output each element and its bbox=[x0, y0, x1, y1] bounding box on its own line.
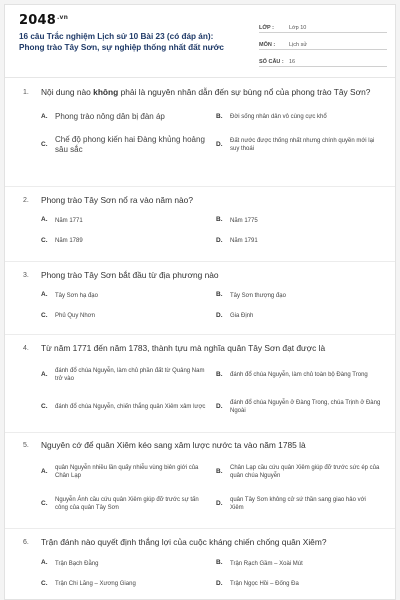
question-text: Nguyên cớ để quân Xiêm kéo sang xâm lược nước ta vào năm 1785 là bbox=[41, 440, 306, 450]
option-text: Trận Rạch Gầm – Xoài Mút bbox=[230, 560, 303, 567]
option-b[interactable] bbox=[216, 291, 381, 300]
info-label: MÔN : bbox=[259, 42, 276, 48]
question-text-part: Nội dung nào bbox=[41, 87, 94, 97]
question-text: Trận đánh nào quyết định thắng lợi của cuộc kháng chiến chống quân Xiêm? bbox=[41, 537, 327, 547]
option-letter: B. bbox=[216, 370, 223, 378]
option-text: đánh đổ chúa Nguyễn, làm chủ toàn bộ Đàng Trong bbox=[230, 372, 368, 379]
question-number: 4. bbox=[23, 345, 29, 352]
option-letter: D. bbox=[216, 499, 223, 507]
option-d[interactable] bbox=[216, 237, 381, 246]
option-a[interactable] bbox=[41, 559, 206, 568]
option-letter: C. bbox=[41, 140, 48, 148]
info-value: 16 bbox=[289, 59, 296, 65]
option-text: Trận Ngọc Hồi – Đống Đa bbox=[230, 581, 299, 588]
option-a[interactable] bbox=[41, 459, 206, 485]
question-list bbox=[5, 81, 395, 600]
option-b[interactable] bbox=[216, 559, 381, 568]
option-letter: D. bbox=[216, 402, 223, 410]
question-header bbox=[23, 87, 381, 98]
option-a[interactable] bbox=[41, 107, 206, 127]
options-grid bbox=[23, 459, 381, 517]
question-header bbox=[23, 195, 381, 206]
question-text bbox=[41, 87, 370, 98]
option-text: Nguyễn Ánh cầu cứu quân Xiêm giúp đỡ trước sự tấn công của quân Tây Sơn bbox=[55, 497, 199, 512]
option-text: Tây Sơn hạ đạo bbox=[55, 292, 98, 299]
option-text: Chế độ phong kiến hai Đàng khủng hoảng sâu sắc bbox=[55, 134, 205, 155]
option-letter: A. bbox=[41, 216, 48, 224]
option-text: Năm 1775 bbox=[230, 217, 258, 224]
option-c[interactable] bbox=[41, 491, 206, 517]
info-panel bbox=[259, 19, 387, 70]
option-text: quân Nguyễn nhiều lần quấy nhiễu vùng biên giới của Chân Lạp bbox=[55, 465, 199, 480]
option-b[interactable] bbox=[216, 459, 381, 485]
question-item bbox=[5, 433, 395, 529]
options-grid bbox=[23, 362, 381, 420]
question-item bbox=[5, 187, 395, 262]
option-c[interactable] bbox=[41, 580, 206, 589]
option-letter: D. bbox=[216, 140, 223, 148]
option-a[interactable] bbox=[41, 291, 206, 300]
options-grid bbox=[23, 559, 381, 589]
option-letter: C. bbox=[41, 580, 48, 588]
option-text: Đời sống nhân dân vô cùng cực khổ bbox=[230, 114, 327, 121]
option-b[interactable] bbox=[216, 362, 381, 388]
option-letter: C. bbox=[41, 499, 48, 507]
header-divider bbox=[5, 77, 395, 78]
option-a[interactable] bbox=[41, 216, 206, 225]
question-number: 1. bbox=[23, 89, 29, 96]
option-letter: B. bbox=[216, 559, 223, 567]
question-number: 2. bbox=[23, 197, 29, 204]
option-text: Phủ Quy Nhơn bbox=[55, 313, 95, 320]
option-letter: D. bbox=[216, 237, 223, 245]
option-letter: A. bbox=[41, 291, 48, 299]
option-text: Năm 1789 bbox=[55, 238, 83, 245]
option-b[interactable] bbox=[216, 107, 381, 127]
option-text: Năm 1791 bbox=[230, 238, 258, 245]
option-text: Tây Sơn thượng đạo bbox=[230, 292, 286, 299]
option-letter: C. bbox=[41, 312, 48, 320]
info-value: Lớp 10 bbox=[289, 25, 307, 31]
question-item bbox=[5, 81, 395, 187]
option-text: đánh đổ chúa Nguyễn, làm chủ phần đất từ Quảng Nam trở vào bbox=[55, 368, 205, 383]
question-number: 6. bbox=[23, 539, 29, 546]
question-text: Từ năm 1771 đến năm 1783, thành tựu mà nghĩa quân Tây Sơn đạt được là bbox=[41, 343, 326, 353]
question-header bbox=[23, 270, 381, 281]
document-page bbox=[4, 4, 396, 600]
question-number: 3. bbox=[23, 272, 29, 279]
option-c[interactable] bbox=[41, 131, 206, 159]
option-text: Trận Bạch Đằng bbox=[55, 560, 99, 567]
option-letter: B. bbox=[216, 291, 223, 299]
option-a[interactable] bbox=[41, 362, 206, 388]
option-c[interactable] bbox=[41, 312, 206, 321]
site-logo[interactable] bbox=[19, 13, 68, 28]
question-text-bold: không bbox=[93, 87, 119, 97]
options-grid bbox=[23, 291, 381, 321]
option-letter: A. bbox=[41, 112, 48, 120]
question-item bbox=[5, 335, 395, 433]
info-row-class bbox=[259, 19, 387, 33]
option-text: Gia Định bbox=[230, 313, 254, 320]
option-text: Phong trào nông dân bị đàn áp bbox=[55, 111, 165, 121]
option-text: Trận Chi Lăng – Xương Giang bbox=[55, 581, 136, 588]
logo-text: 2048 bbox=[19, 13, 56, 28]
info-label: LỚP : bbox=[259, 25, 274, 31]
option-d[interactable] bbox=[216, 394, 381, 420]
option-d[interactable] bbox=[216, 312, 381, 321]
info-row-subject bbox=[259, 36, 387, 50]
option-letter: B. bbox=[216, 216, 223, 224]
options-grid bbox=[23, 216, 381, 246]
option-text: quân Tây Sơn không cử sứ thần sang giao hảo với Xiêm bbox=[230, 497, 366, 512]
option-letter: B. bbox=[216, 467, 223, 475]
option-c[interactable] bbox=[41, 237, 206, 246]
document-title: 16 câu Trắc nghiệm Lịch sử 10 Bài 23 (có đáp án): Phong trào Tây Sơn, sự nghiệp thống nhất đất nước bbox=[19, 32, 224, 52]
option-text: Đất nước được thống nhất nhưng chính quyền mới lại suy thoái bbox=[230, 138, 375, 153]
question-item bbox=[5, 529, 395, 600]
option-text: đánh đổ chúa Nguyễn ở Đàng Trong, chúa Trịnh ở Đàng Ngoài bbox=[230, 400, 381, 415]
option-text: Chân Lạp cầu cứu quân Xiêm giúp đỡ trước sức ép của quân chúa Nguyễn bbox=[230, 465, 380, 480]
option-letter: A. bbox=[41, 559, 48, 567]
info-row-count bbox=[259, 53, 387, 67]
option-letter: C. bbox=[41, 402, 48, 410]
option-d[interactable] bbox=[216, 131, 381, 159]
question-text-part: phải là nguyên nhân dẫn đến sự bùng nổ của phong trào Tây Sơn? bbox=[118, 87, 371, 97]
option-text: đánh đổ chúa Nguyễn, chiến thắng quân Xiêm xâm lược bbox=[55, 404, 206, 411]
info-label: SỐ CÂU : bbox=[259, 59, 284, 65]
question-item bbox=[5, 262, 395, 335]
option-letter: A. bbox=[41, 467, 48, 475]
option-letter: B. bbox=[216, 112, 223, 120]
document-header bbox=[5, 5, 395, 71]
info-value: Lịch sử bbox=[289, 42, 308, 48]
option-b[interactable] bbox=[216, 216, 381, 225]
logo-suffix: .vn bbox=[56, 13, 69, 21]
option-c[interactable] bbox=[41, 394, 206, 420]
option-letter: C. bbox=[41, 237, 48, 245]
question-header bbox=[23, 440, 381, 451]
question-text: Phong trào Tây Sơn nổ ra vào năm nào? bbox=[41, 195, 193, 205]
question-header bbox=[23, 343, 381, 354]
question-text: Phong trào Tây Sơn bắt đầu từ địa phương nào bbox=[41, 270, 219, 280]
options-grid bbox=[23, 107, 381, 159]
option-text: Năm 1771 bbox=[55, 217, 83, 224]
option-d[interactable] bbox=[216, 491, 381, 517]
option-d[interactable] bbox=[216, 580, 381, 589]
option-letter: D. bbox=[216, 580, 223, 588]
option-letter: D. bbox=[216, 312, 223, 320]
question-number: 5. bbox=[23, 442, 29, 449]
option-letter: A. bbox=[41, 370, 48, 378]
question-header bbox=[23, 537, 381, 548]
